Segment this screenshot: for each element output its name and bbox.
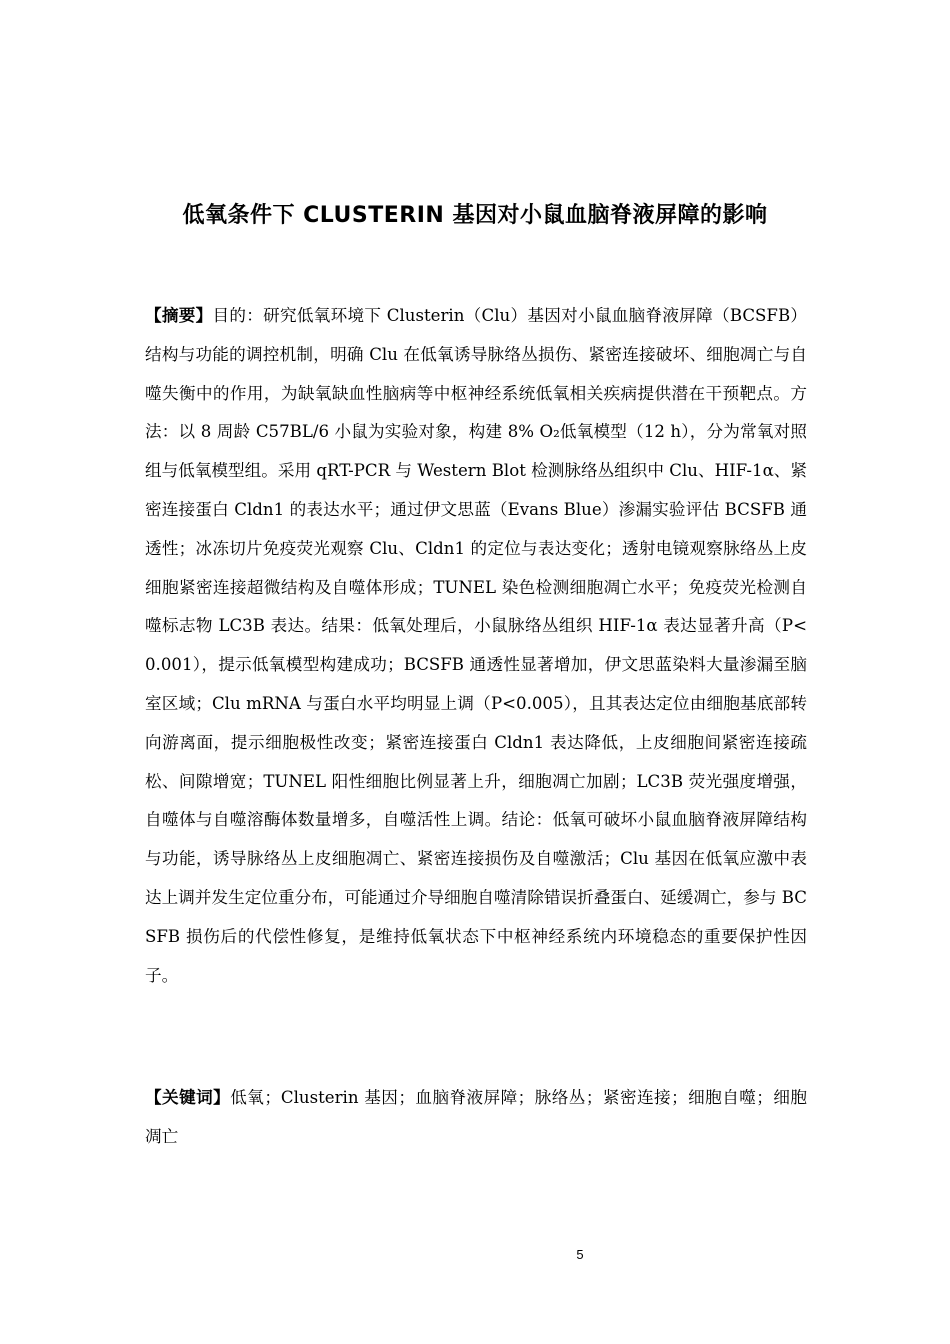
paper-title: 低氧条件下 CLUSTERIN 基因对小鼠血脑脊液屏障的影响	[182, 203, 768, 228]
keywords-paragraph	[145, 1079, 807, 1157]
abstract-text: 目的：研究低氧环境下 Clusterin（Clu）基因对小鼠血脑脊液屏障（BCSFB）结构与功能的调控机制，明确 Clu 在低氧诱导脉络丛损伤、紧密连接破坏、细胞凋亡与自噬失衡中的作用，为缺氧缺血性脑病等中枢神经系统低氧相关疾病提供潜在干预靶点。方法：以 8 周龄 C57BL/6 小鼠为实验对象，构建 8% O₂低氧模型（12 h），分为常氧对照组与低氧模型组。采用 qRT-PCR 与 Western Blot 检测脉络丛组织中 Clu、HIF-1α、紧密连接蛋白 Cldn1 的表达水平；通过伊文思蓝（Evans Blue）渗漏实验评估 BCSFB 通透性；冰冻切片免疫荧光观察 Clu、Cldn1 的定位与表达变化；透射电镜观察脉络丛上皮细胞紧密连接超微结构及自噬体形成；TUNEL 染色检测细胞凋亡水平；免疫荧光检测自噬标志物 LC3B 表达。结果：低氧处理后，小鼠脉络丛组织 HIF-1α 表达显著升高（P<0.001），提示低氧模型构建成功；BCSFB 通透性显著增加，伊文思蓝染料大量渗漏至脑室区域；Clu mRNA 与蛋白水平均明显上调（P<0.005），且其表达定位由细胞基底部转向游离面，提示细胞极性改变；紧密连接蛋白 Cldn1 表达降低，上皮细胞间紧密连接疏松、间隙增宽；TUNEL 阳性细胞比例显著上升，细胞凋亡加剧；LC3B 荧光强度增强，自噬体与自噬溶酶体数量增多，自噬活性上调。结论：低氧可破坏小鼠血脑脊液屏障结构与功能，诱导脉络丛上皮细胞凋亡、紧密连接损伤及自噬激活；Clu 基因在低氧应激中表达上调并发生定位重分布，可能通过介导细胞自噬清除错误折叠蛋白、延缓凋亡，参与 BCSFB 损伤后的代偿性修复，是维持低氧状态下中枢神经系统内环境稳态的重要保护性因子。	[145, 306, 808, 985]
abstract-label: 【摘要】	[145, 306, 213, 325]
page-number: 5	[576, 1247, 584, 1262]
abstract-paragraph	[145, 297, 807, 995]
keywords-text: 低氧；Clusterin 基因；血脑脊液屏障；脉络丛；紧密连接；细胞自噬；细胞凋亡	[145, 1088, 807, 1146]
keywords-label: 【关键词】	[145, 1088, 231, 1107]
